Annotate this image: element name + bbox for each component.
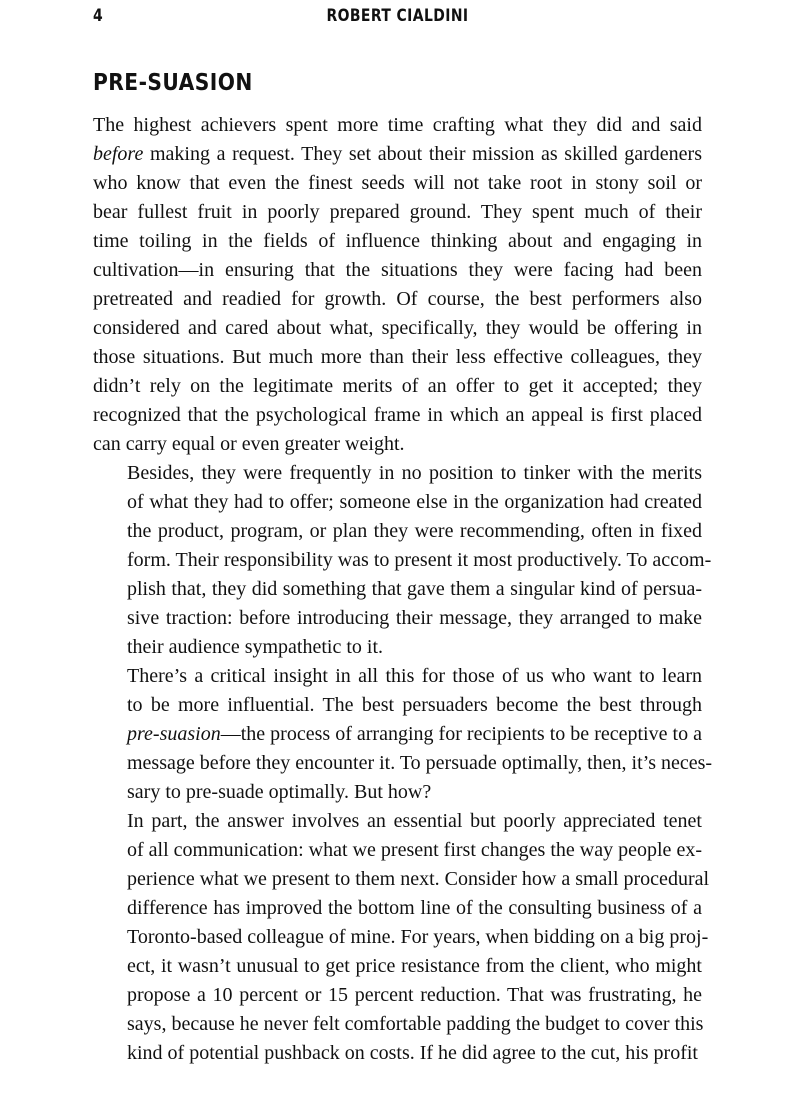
text-line: their audience sympathetic to it. [127,636,384,658]
text-line: can carry equal or even greater weight. [93,433,405,455]
text-line: There’s a critical insight in all this for those of us who want to learn [127,665,702,687]
text-line: bear fullest fruit in poorly prepared ground. They spent much of their [93,201,702,223]
text-line: sive traction: before introducing their message, they arranged to make [127,607,702,629]
page-header [93,6,702,32]
text-line: time toiling in the fields of influence thinking about and engaging in [93,230,702,252]
text-line: says, because he never felt comfortable padding the budget to cover this [127,1013,704,1035]
paragraph [93,662,713,807]
page-number: 4 [93,6,103,26]
text-line: of what they had to offer; someone else in the organization had created [127,491,702,513]
text-line: to be more influential. The best persuaders become the best through [127,694,702,716]
text-line: before making a request. They set about their mission as skilled gardeners [93,143,702,165]
text-line: message before they encounter it. To persuade optimally, then, it’s neces- [127,752,713,774]
body-text [93,111,713,1068]
text-line: form. Their responsibility was to present it most productively. To accom- [127,549,712,571]
emphasis: pre-suasion [127,723,221,745]
text-line: didn’t rely on the legitimate merits of an offer to get it accepted; they [93,375,702,397]
text-line: pre-suasion—the process of arranging for recipients to be receptive to a [127,723,702,745]
text-line: The highest achievers spent more time crafting what they did and said [93,114,702,136]
text-line: difference has improved the bottom line of the consulting business of a [127,897,702,919]
text-line: considered and cared about what, specifically, they would be offering in [93,317,702,339]
text-line: who know that even the finest seeds will not take root in stony soil or [93,172,702,194]
text-line: perience what we present to them next. Consider how a small procedural [127,868,710,890]
section-title: PRE-SUASION [93,70,253,96]
text-line: the product, program, or plan they were recommending, often in fixed [127,520,702,542]
text-line: ect, it wasn’t unusual to get price resistance from the client, who might [127,955,702,977]
text-line: propose a 10 percent or 15 percent reduction. That was frustrating, he [127,984,702,1006]
text-line: sary to pre-suade optimally. But how? [127,781,432,803]
running-head: ROBERT CIALDINI [326,6,469,26]
paragraph [93,807,710,1068]
text-line: Besides, they were frequently in no position to tinker with the merits [127,462,702,484]
text-line: recognized that the psychological frame in which an appeal is first placed [93,404,702,426]
text-line: cultivation—in ensuring that the situations they were facing had been [93,259,702,281]
paragraph [93,459,712,662]
text-line: those situations. But much more than their less effective colleagues, they [93,346,702,368]
text-line: of all communication: what we present first changes the way people ex- [127,839,702,861]
emphasis: before [93,143,144,165]
text-line: plish that, they did something that gave them a singular kind of persua- [127,578,702,600]
text-line: In part, the answer involves an essential but poorly appreciated tenet [127,810,702,832]
text-line: Toronto-based colleague of mine. For years, when bidding on a big proj- [127,926,709,948]
text-line: pretreated and readied for growth. Of course, the best performers also [93,288,702,310]
text-line: kind of potential pushback on costs. If he did agree to the cut, his profit [127,1042,698,1064]
paragraph [93,111,702,459]
